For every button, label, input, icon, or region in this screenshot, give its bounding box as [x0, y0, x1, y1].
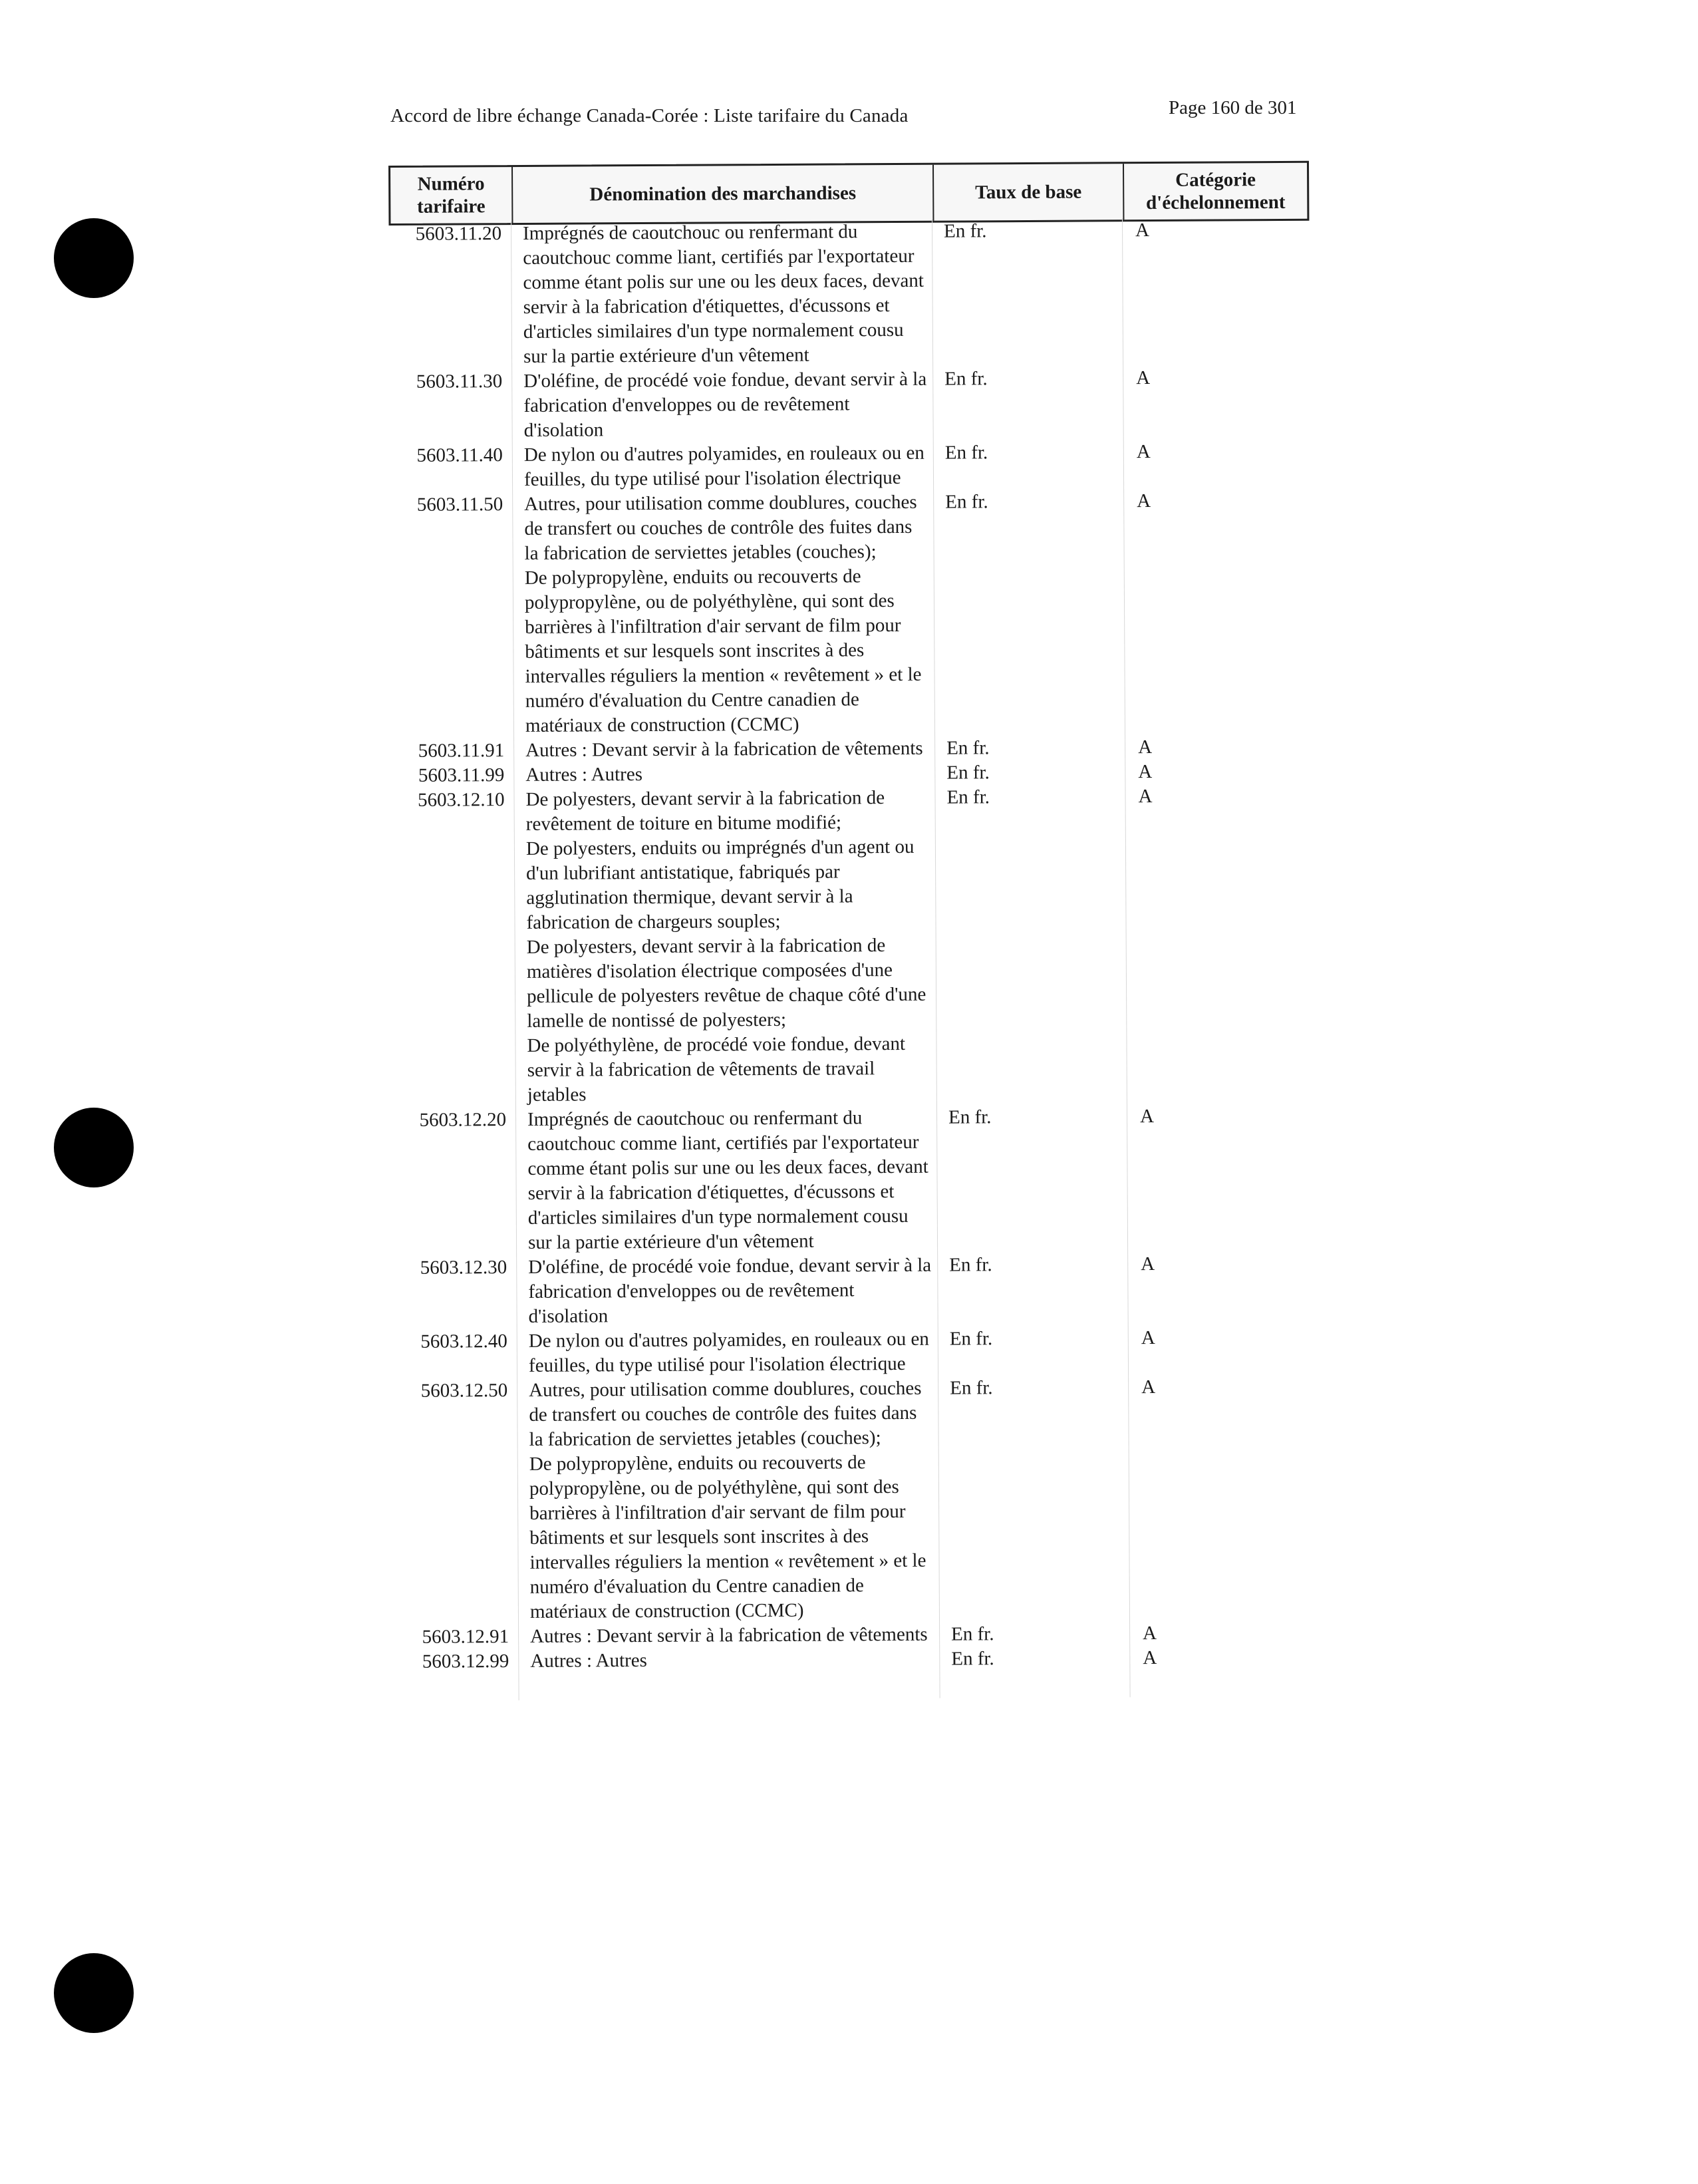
table-row [390, 439, 1310, 493]
tariff-number-cell: 5603.11.40 [416, 444, 503, 466]
column-header-description: Dénomination des marchandises [513, 165, 934, 223]
base-rate-cell: En fr. [946, 737, 990, 759]
staging-category-cell: A [1136, 367, 1151, 389]
description-cell [511, 220, 932, 369]
staging-category-cell: A [1137, 490, 1151, 512]
base-rate-cell: En fr. [943, 220, 987, 242]
staging-category-cell: A [1139, 1105, 1155, 1128]
tariff-number-cell: 5603.12.50 [420, 1380, 508, 1402]
table-row [393, 1104, 1314, 1256]
staging-category-cell: A [1138, 736, 1153, 758]
punch-hole [54, 1108, 134, 1187]
description-cell [518, 1647, 939, 1674]
description-paragraph: Autres, pour utilisation comme doublures, couches de transfert ou couches de contrôle des fuites dans la fabrication de serviettes jetables (couches); [529, 1377, 922, 1450]
description-cell [517, 1327, 938, 1378]
description-cell [513, 786, 936, 1108]
tariff-number-cell: 5603.12.30 [420, 1257, 507, 1279]
description-paragraph: D'oléfine, de procédé voie fondue, devant servir à la fabrication d'enveloppes ou de revêtement d'isolation [528, 1254, 932, 1327]
description-cell [513, 761, 934, 788]
staging-category-cell: A [1143, 1622, 1157, 1644]
table-row [394, 1325, 1315, 1379]
description-paragraph: Autres : Autres [525, 764, 643, 786]
tariff-number-cell: 5603.11.91 [418, 740, 505, 762]
staging-category-cell: A [1141, 1376, 1156, 1398]
description-paragraph: Autres : Devant servir à la fabrication de vêtements [530, 1623, 928, 1647]
staging-category-cell: A [1138, 785, 1153, 808]
description-cell [517, 1376, 939, 1625]
base-rate-cell: En fr. [944, 442, 988, 464]
description-paragraph: De polyesters, enduits ou imprégnés d'un agent ou d'un lubrifiant antistatique, fabriqués par agglutination thermique, devant servir à la fabrication de chargeurs souples; [525, 836, 915, 933]
description-cell [513, 736, 934, 763]
table-row [390, 488, 1312, 739]
description-paragraph: Autres, pour utilisation comme doublures, couches de transfert ou couches de contrôle des fuites dans la fabrication de serviettes jetables (couches); [524, 491, 917, 564]
base-rate-cell: En fr. [949, 1328, 993, 1350]
table-row [394, 1374, 1316, 1625]
base-rate-cell: En fr. [946, 762, 990, 784]
description-paragraph: De nylon ou d'autres polyamides, en rouleaux ou en feuilles, du type utilisé pour l'isolation électrique [528, 1328, 929, 1376]
table-row [391, 784, 1313, 1108]
description-paragraph: Autres : Autres [530, 1649, 648, 1672]
tariff-number-cell: 5603.12.10 [417, 789, 505, 811]
base-rate-cell: En fr. [944, 368, 988, 390]
document-title: Accord de libre échange Canada-Corée : Liste tarifaire du Canada [390, 105, 909, 126]
description-paragraph: Imprégnés de caoutchouc ou renfermant du caoutchouc comme liant, certifiés par l'exportateur comme étant polis sur une ou les deux faces, devant servir à la fabrication d'étiquettes, d'écussons et d'articles similaires d'un type normalement cousu sur la partie extérieure d'un vêtement [523, 221, 924, 367]
description-paragraph: De polyesters, devant servir à la fabrication de revêtement de toiture en bitume modifié; [525, 787, 885, 835]
description-cell [515, 1106, 937, 1255]
description-paragraph: De polyesters, devant servir à la fabrication de matières d'isolation électrique composées d'une pellicule de polyesters revêtue de chaque côté d'une lamelle de nontissé de polyesters; [526, 935, 926, 1032]
column-header-staging-category: Catégorie d'échelonnement [1146, 169, 1286, 214]
description-paragraph: De polypropylène, enduits ou recouverts de polypropylène, ou de polyéthylène, qui sont des barrières à l'infiltration d'air servant de film pour bâtiments et sur lesquels sont inscrites à des intervalles réguliers la mention « revêtement » et le numéro d'évaluation du Centre canadien de matériaux de construction (CCMC) [524, 565, 922, 736]
base-rate-cell: En fr. [945, 491, 988, 513]
staging-category-cell: A [1135, 220, 1150, 241]
staging-category-cell: A [1141, 1326, 1155, 1349]
punch-hole [54, 1953, 134, 2033]
tariff-number-cell: 5603.11.50 [416, 494, 503, 516]
table-row [396, 1645, 1316, 1674]
description-paragraph: De nylon ou d'autres polyamides, en rouleaux ou en feuilles, du type utilisé pour l'isolation électrique [523, 442, 924, 490]
base-rate-cell: En fr. [951, 1648, 994, 1670]
description-cell [516, 1253, 938, 1329]
tariff-number-cell: 5603.11.30 [416, 371, 503, 392]
staging-category-cell: A [1136, 441, 1151, 463]
base-rate-cell: En fr. [950, 1377, 993, 1399]
description-cell [512, 490, 934, 738]
table-row [388, 218, 1310, 370]
description-paragraph: Imprégnés de caoutchouc ou renfermant du caoutchouc comme liant, certifiés par l'exportateur comme étant polis sur une ou les deux faces, devant servir à la fabrication d'étiquettes, d'écussons et d'articles similaires d'un type normalement cousu sur la partie extérieure d'un vêtement [527, 1107, 928, 1253]
tariff-number-cell: 5603.11.20 [415, 223, 502, 245]
description-paragraph: D'oléfine, de procédé voie fondue, devant servir à la fabrication d'enveloppes ou de revêtement d'isolation [523, 368, 927, 441]
staging-category-cell: A [1143, 1646, 1157, 1669]
tariff-number-cell: 5603.11.99 [418, 764, 505, 786]
base-rate-cell: En fr. [951, 1623, 994, 1645]
description-cell [511, 367, 933, 443]
table-row [394, 1251, 1315, 1330]
base-rate-cell: En fr. [948, 1106, 992, 1128]
staging-category-cell: A [1138, 760, 1153, 783]
tariff-number-cell: 5603.12.99 [422, 1650, 509, 1672]
staging-category-cell: A [1141, 1253, 1155, 1275]
description-paragraph: De polypropylène, enduits ou recouverts de polypropylène, ou de polyéthylène, qui sont des barrières à l'infiltration d'air servant de film pour bâtiments et sur lesquels sont inscrites à des intervalles réguliers la mention « revêtement » et le numéro d'évaluation du Centre canadien de matériaux de construction (CCMC) [529, 1452, 926, 1623]
base-rate-cell: En fr. [949, 1254, 992, 1276]
base-rate-cell: En fr. [946, 786, 990, 808]
punch-hole [54, 218, 134, 298]
description-cell [512, 441, 933, 492]
column-header-tariff-number: Numéro tarifaire [390, 167, 513, 224]
tariff-number-cell: 5603.12.40 [420, 1330, 507, 1352]
description-paragraph: Autres : Devant servir à la fabrication de vêtements [525, 737, 923, 761]
description-cell [518, 1623, 939, 1649]
description-paragraph: De polyéthylène, de procédé voie fondue, devant servir à la fabrication de vêtements de travail jetables [527, 1032, 906, 1106]
page-number: Page 160 de 301 [1169, 97, 1297, 118]
table-header [388, 161, 1309, 226]
column-header-base-rate: Taux de base [934, 164, 1124, 220]
tariff-number-cell: 5603.12.91 [422, 1626, 509, 1648]
tariff-number-cell: 5603.12.20 [419, 1109, 507, 1131]
table-row [389, 365, 1310, 444]
table-body [388, 218, 1316, 1674]
